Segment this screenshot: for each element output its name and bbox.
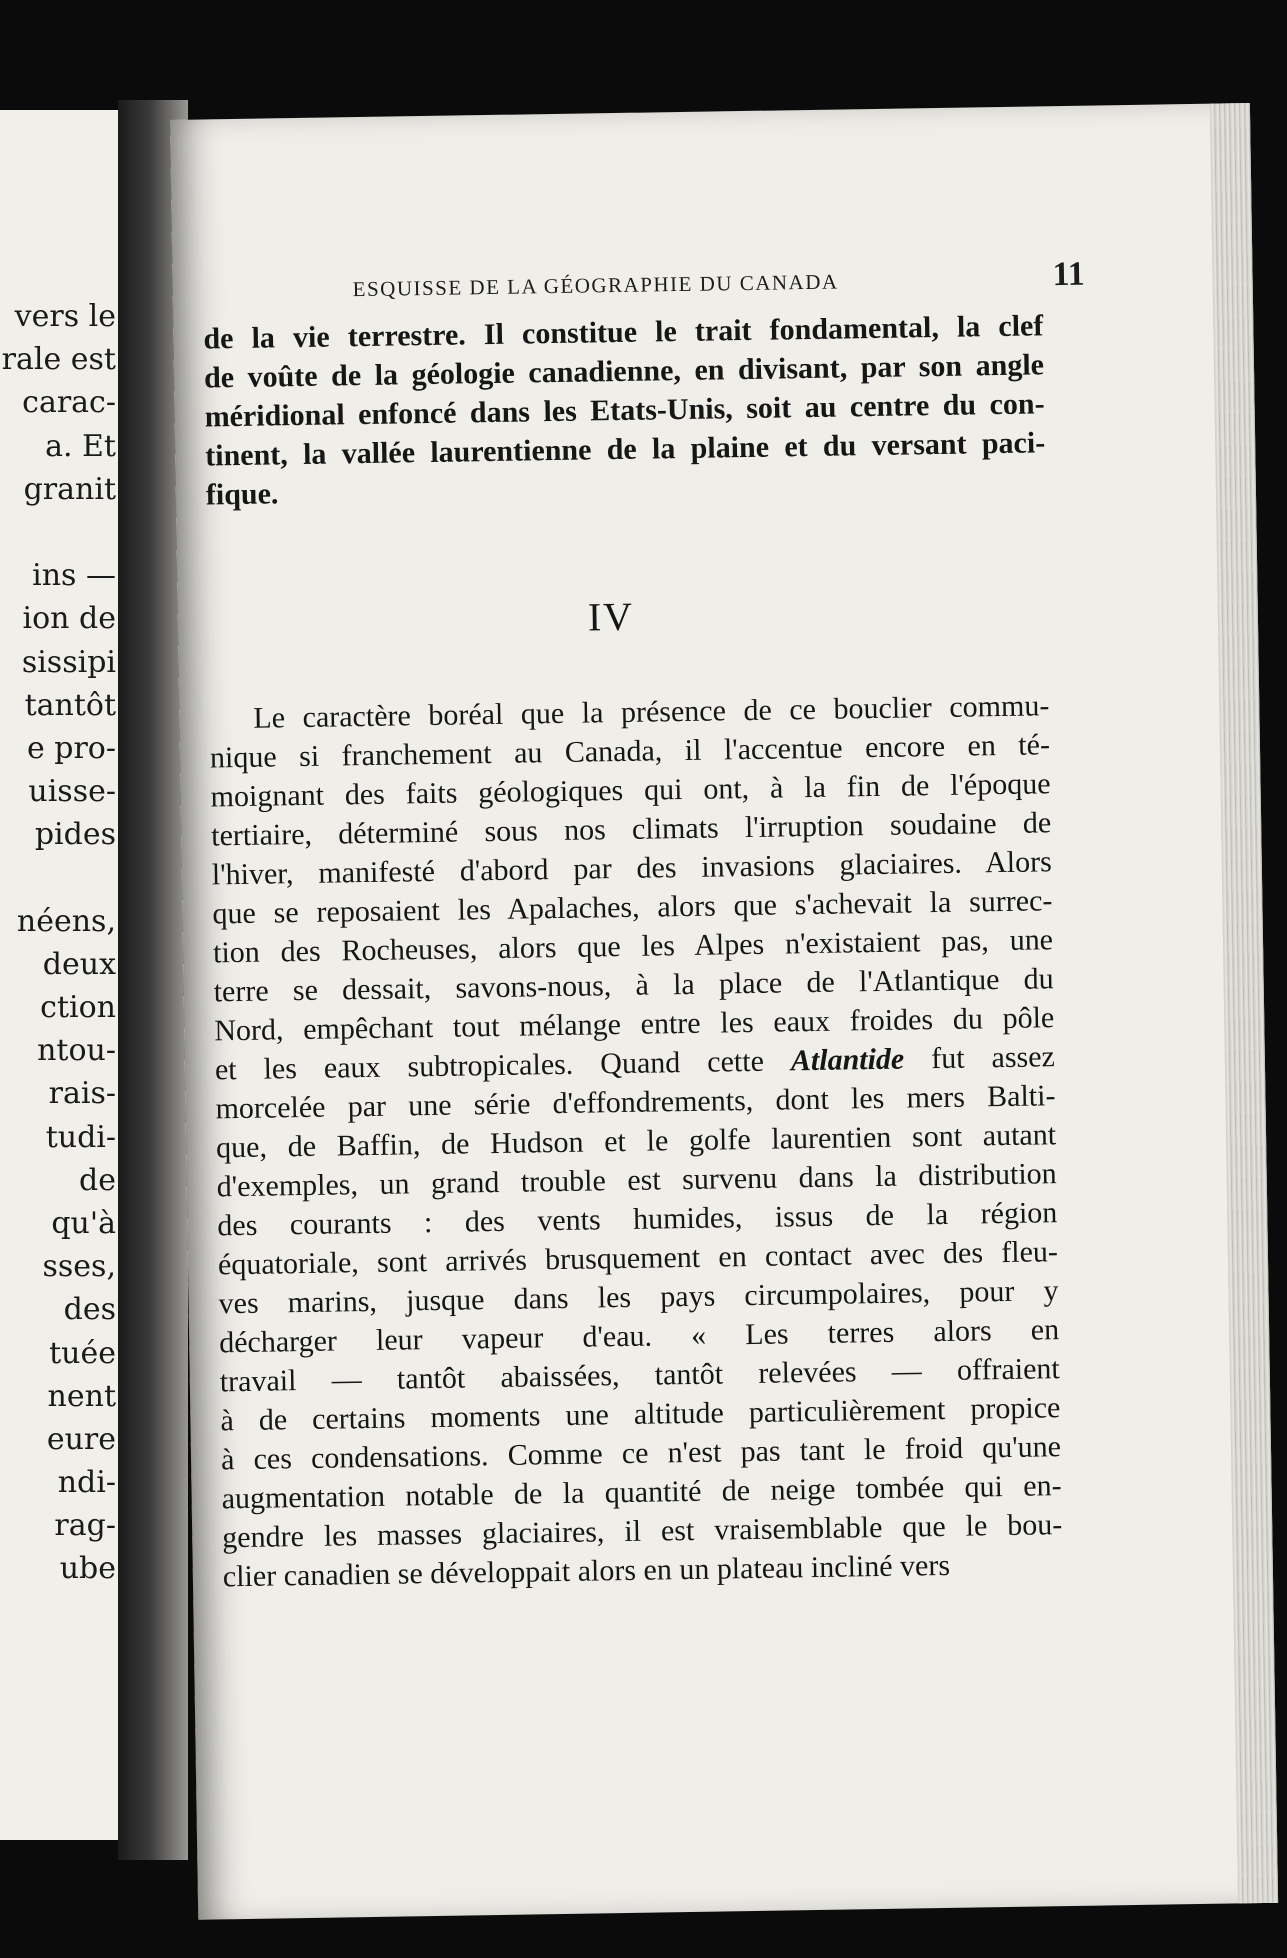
text-line: de la vie terrestre. Il constitue le trait fondamental, la clef xyxy=(203,309,1044,356)
text-line: et les eaux subtropicales. Quand cette Atlantide fut assez xyxy=(214,1040,1056,1087)
text-line: tertiaire, déterminé sous nos climats l'irruption soudaine de xyxy=(210,806,1052,853)
left-page-line: rale est xyxy=(1,342,116,378)
text-line: morcelée par une série d'effondrements, dont les mers Balti- xyxy=(215,1079,1056,1126)
left-page-line: des xyxy=(63,1292,116,1328)
left-page-line: carac- xyxy=(22,385,116,421)
left-page-line: vers le xyxy=(14,299,116,334)
text-line: ves marins, jusque dans les pays circumpolaires, pour y xyxy=(218,1274,1059,1321)
text-line: méridional enfoncé dans les Etats-Unis, soit au centre du con- xyxy=(204,387,1045,434)
text-line: augmentation notable de la quantité de neige tombée qui en- xyxy=(221,1469,1062,1516)
left-page-text xyxy=(0,295,116,1591)
emphasized-word: Atlantide xyxy=(790,1042,905,1078)
left-page-line: nent xyxy=(47,1378,116,1414)
main-page xyxy=(170,103,1278,1920)
text-line: d'exemples, un grand trouble est survenu dans la distribution xyxy=(216,1157,1057,1204)
text-line: que se reposaient les Apalaches, alors que s'achevait la surrec- xyxy=(212,884,1053,931)
left-page-line: ion de xyxy=(22,601,116,637)
text-line: Le caractère boréal que la présence de ce bouclier commu- xyxy=(253,689,1050,735)
top-paragraph xyxy=(203,306,1046,514)
left-page-line: rais- xyxy=(48,1076,116,1112)
text-line: terre se dessait, savons-nous, à la place de l'Atlantique du xyxy=(213,962,1054,1009)
text-line: que, de Baffin, de Hudson et le golfe laurentien sont autant xyxy=(215,1118,1057,1165)
left-page-line xyxy=(0,511,116,554)
text-line: équatoriale, sont arrivés brusquement en contact avec des fleu- xyxy=(217,1235,1059,1282)
left-page-line: de xyxy=(79,1162,116,1198)
left-page-line: sissipi xyxy=(21,644,116,680)
left-page-line: pides xyxy=(34,817,116,853)
page-number: 11 xyxy=(1052,255,1085,294)
left-page-line: uisse- xyxy=(28,774,116,810)
text-line: à ces condensations. Comme ce n'est pas tant le froid qu'une xyxy=(220,1430,1062,1477)
left-page-line: tudi- xyxy=(45,1119,116,1155)
left-page-line: rag- xyxy=(54,1508,116,1544)
text-line: nique si franchement au Canada, il l'accentue encore en té- xyxy=(209,728,1051,775)
text-line: l'hiver, manifesté d'abord par des invasions glaciaires. Alors xyxy=(211,845,1053,892)
section-heading: IV xyxy=(587,593,635,640)
left-page-line: ction xyxy=(40,990,116,1025)
left-page-line: ntou- xyxy=(37,1033,116,1069)
page-edge xyxy=(1210,103,1278,1903)
main-paragraph xyxy=(209,686,1063,1596)
text-line: tion des Rocheuses, alors que les Alpes n'existaient pas, une xyxy=(212,923,1054,970)
left-page-fragment xyxy=(0,110,130,1840)
left-page-line: deux xyxy=(42,946,116,982)
text-line: Nord, empêchant tout mélange entre les eaux froides du pôle xyxy=(214,1001,1055,1048)
left-page-line: ube xyxy=(59,1551,116,1587)
left-page-line: tantôt xyxy=(24,687,116,723)
text-line: décharger leur vapeur d'eau. « Les terres alors en xyxy=(218,1313,1060,1360)
left-page-line: sses, xyxy=(42,1249,116,1285)
left-page-line: eure xyxy=(46,1421,116,1457)
text-line: clier canadien se développait alors en un plateau incliné vers xyxy=(222,1548,951,1594)
text-line: travail — tantôt abaissées, tantôt relevées — offraient xyxy=(219,1352,1060,1399)
left-page-line xyxy=(0,856,116,899)
left-page-line: qu'à xyxy=(51,1205,116,1241)
text-line: de voûte de la géologie canadienne, en divisant, par son angle xyxy=(203,348,1045,395)
left-page-line: ndi- xyxy=(57,1465,116,1501)
left-page-line: granit xyxy=(23,471,116,507)
left-page-line: ins — xyxy=(32,558,116,594)
text-line: moignant des faits géologiques qui ont, à la fin de l'époque xyxy=(210,767,1051,814)
text-line: des courants : des vents humides, issus de la région xyxy=(217,1196,1058,1243)
text-line: à de certains moments une altitude particulièrement propice xyxy=(220,1391,1061,1438)
text-line: tinent, la vallée laurentienne de la plaine et du versant paci- xyxy=(205,426,1046,473)
left-page-line: tuée xyxy=(49,1335,116,1371)
running-head: ESQUISSE DE LA GÉOGRAPHIE DU CANADA xyxy=(352,269,839,302)
text-line: gendre les masses glaciaires, il est vraisemblable que le bou- xyxy=(222,1508,1063,1555)
text-line: fique. xyxy=(205,477,279,512)
left-page-line: néens, xyxy=(16,903,116,939)
left-page-line: a. Et xyxy=(45,428,116,464)
left-page-line: e pro- xyxy=(26,730,116,766)
